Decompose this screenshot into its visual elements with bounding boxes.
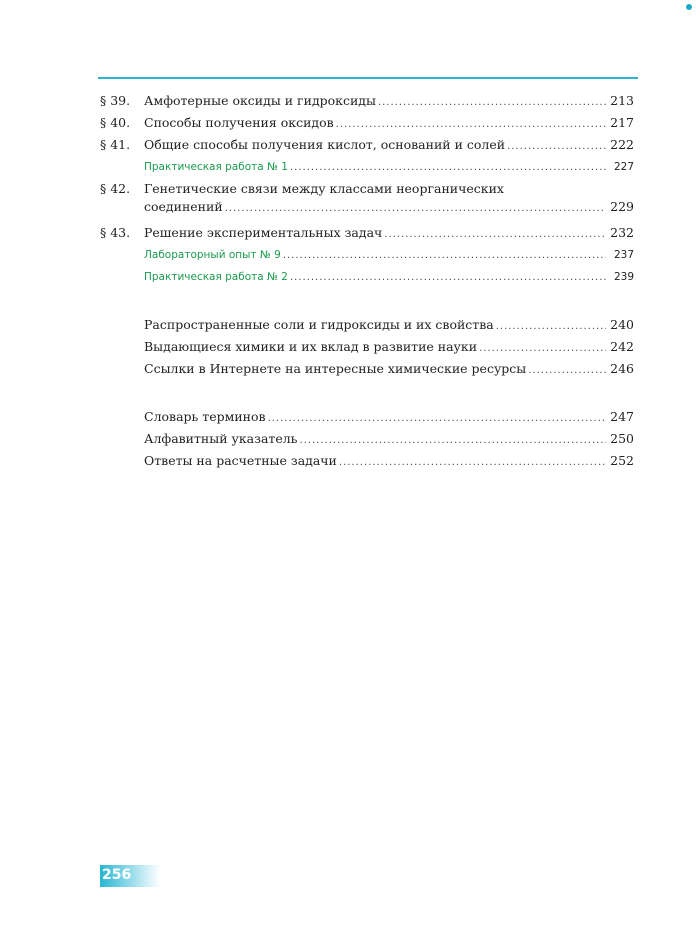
section-number: § 39. (100, 93, 131, 108)
section-number: § 40. (100, 115, 131, 130)
entry-page: 232 (610, 225, 634, 240)
entry-page: 222 (610, 137, 634, 152)
toc-subentry[interactable] (100, 268, 634, 290)
top-divider (98, 77, 638, 79)
entry-title-continued: соединений (144, 199, 223, 214)
entry-page: 217 (610, 115, 634, 130)
dot-leader (290, 268, 606, 287)
entry-title: Амфотерные оксиды и гидроксиды (144, 93, 376, 108)
dot-leader (290, 158, 606, 177)
toc-entry[interactable] (100, 92, 634, 114)
dot-leader (339, 452, 606, 472)
section-gap (100, 382, 634, 408)
entry-page: 239 (613, 271, 634, 283)
toc-entry[interactable] (100, 114, 634, 136)
entry-page: 242 (610, 339, 634, 354)
entry-title: Распространенные соли и гидроксиды и их свойства (144, 317, 494, 332)
entry-page: 247 (610, 409, 634, 424)
entry-title: Ответы на расчетные задачи (144, 453, 337, 468)
section-gap (100, 290, 634, 316)
dot-leader (225, 198, 606, 218)
page-number: 256 (102, 867, 132, 883)
entry-page: 250 (610, 431, 634, 446)
dot-leader (528, 360, 606, 380)
toc-subentry[interactable] (100, 158, 634, 180)
dot-leader (507, 136, 606, 156)
toc-entry[interactable] (100, 180, 634, 224)
subentry-title: Практическая работа № 2 (144, 271, 288, 283)
entry-title: Общие способы получения кислот, оснований и солей (144, 137, 506, 152)
dot-leader (496, 316, 606, 336)
dot-leader (479, 338, 606, 358)
toc-entry[interactable] (100, 316, 634, 338)
toc-entry[interactable] (100, 224, 634, 246)
section-number: § 43. (100, 225, 131, 240)
toc-entry[interactable] (100, 430, 634, 452)
entry-title: Способы получения оксидов (144, 115, 334, 130)
entry-title: Алфавитный указатель (144, 431, 298, 446)
toc-entry[interactable] (100, 338, 634, 360)
section-number: § 41. (100, 137, 131, 152)
entry-title: Словарь терминов (144, 409, 266, 424)
logo-icon (686, 4, 692, 10)
entry-page: 246 (610, 361, 634, 376)
dot-leader (378, 92, 606, 112)
toc-entry[interactable] (100, 408, 634, 430)
table-of-contents (100, 92, 634, 474)
entry-title: Выдающиеся химики и их вклад в развитие науки (144, 339, 478, 354)
entry-page: 240 (610, 317, 634, 332)
entry-page: 229 (610, 199, 634, 214)
toc-entry[interactable] (100, 452, 634, 474)
corner-logo (686, 4, 692, 10)
subentry-title: Практическая работа № 1 (144, 161, 288, 173)
entry-page: 237 (613, 249, 634, 261)
toc-entry[interactable] (100, 360, 634, 382)
entry-title: Решение экспериментальных задач (144, 225, 383, 240)
section-number: § 42. (100, 181, 131, 196)
dot-leader (299, 430, 606, 450)
dot-leader (283, 246, 606, 265)
entry-title: Генетические связи между классами неорганических (144, 181, 504, 196)
toc-subentry[interactable] (100, 246, 634, 268)
entry-page: 252 (610, 453, 634, 468)
entry-page: 213 (610, 93, 634, 108)
page-number-badge (100, 865, 160, 887)
dot-leader (336, 114, 606, 134)
entry-title: Ссылки в Интернете на интересные химические ресурсы (144, 361, 527, 376)
dot-leader (268, 408, 606, 428)
entry-page: 227 (613, 161, 634, 173)
toc-entry[interactable] (100, 136, 634, 158)
dot-leader (384, 224, 606, 244)
subentry-title: Лабораторный опыт № 9 (144, 249, 281, 261)
